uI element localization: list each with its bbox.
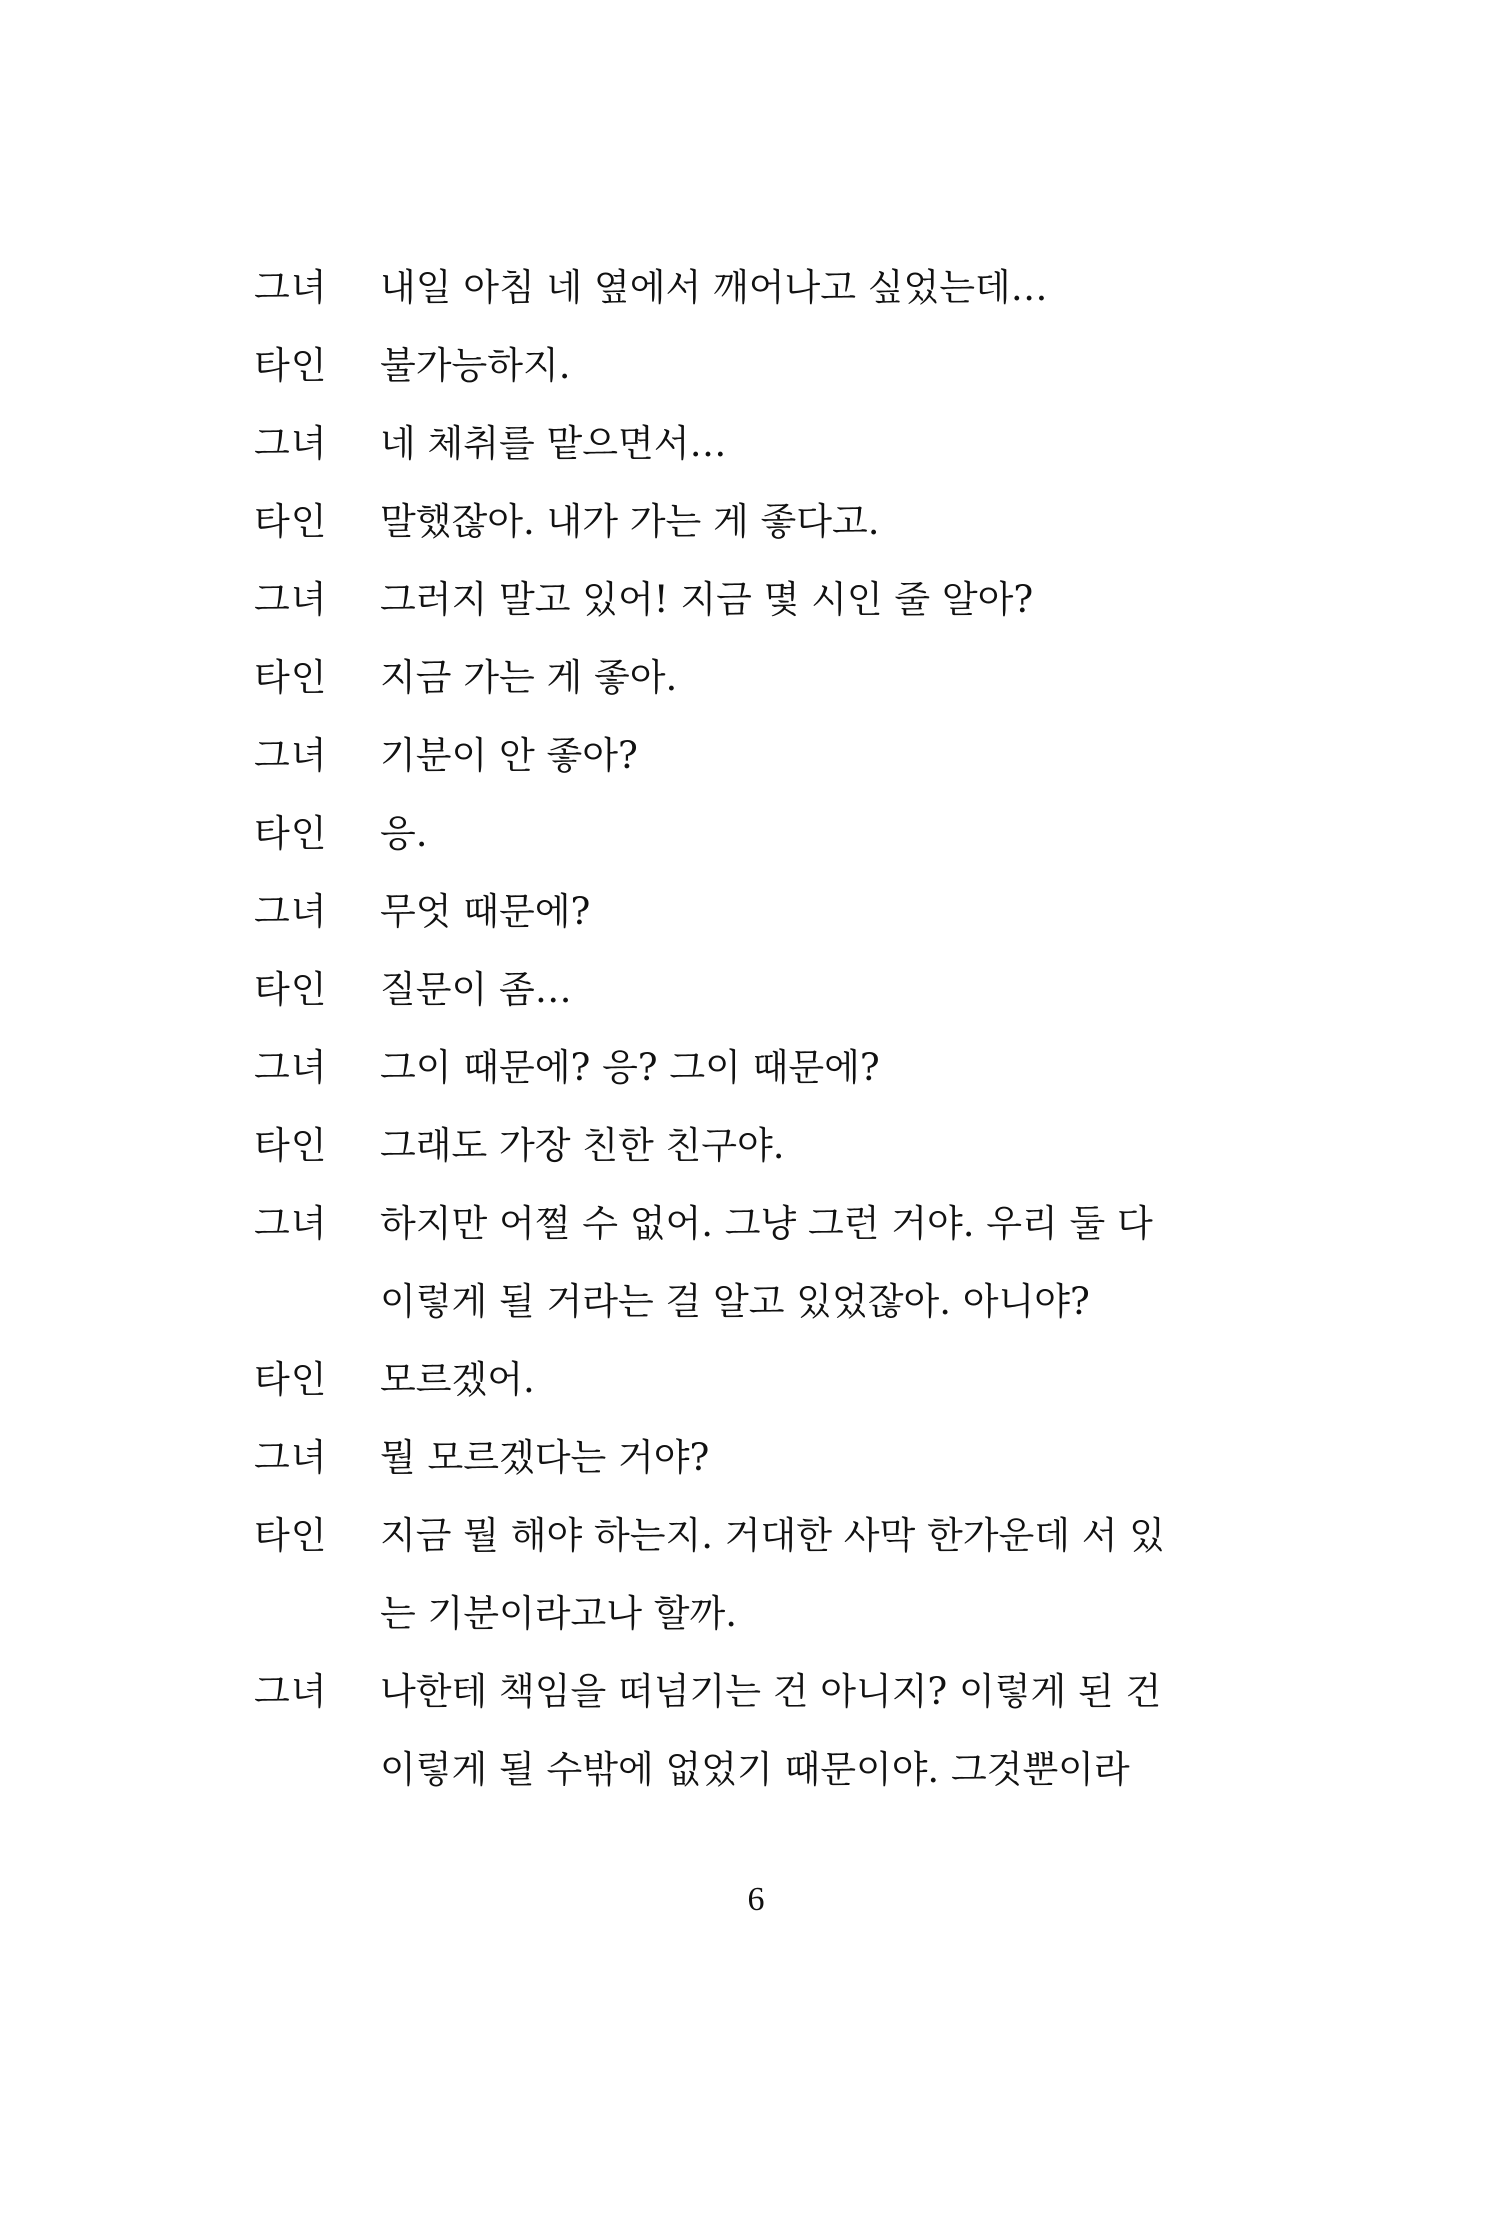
dialogue-entry [254,795,1214,873]
speech [380,1653,1161,1809]
speaker-name: 타인 [254,1514,328,1557]
speaker-name: 타인 [254,812,328,855]
speech [380,717,638,795]
page-number: 6 [747,1881,765,1918]
speech-line: 기분이 안 좋아? [380,734,638,777]
speech-line: 지금 뭘 해야 하는지. 거대한 사막 한가운데 서 있 [380,1514,1165,1557]
speaker-name: 그녀 [254,1202,328,1245]
speech-line: 모르겠어. [380,1358,535,1401]
dialogue-entry [254,951,1214,1029]
speech [380,327,570,405]
dialogue-entry [254,1029,1214,1107]
speech-line: 지금 가는 게 좋아. [380,656,678,699]
speaker-name: 그녀 [254,734,328,777]
dialogue-entry [254,561,1214,639]
speech-line: 이렇게 될 거라는 걸 알고 있었잖아. 아니야? [380,1280,1090,1323]
speaker-name: 타인 [254,1358,328,1401]
speech-line: 그래도 가장 친한 친구야. [380,1124,785,1167]
speech [380,1341,535,1419]
speech-line: 는 기분이라고나 할까. [380,1592,737,1635]
speech-line: 나한테 책임을 떠넘기는 건 아니지? 이렇게 된 건 [380,1670,1162,1713]
speech-line: 이렇게 될 수밖에 없었기 때문이야. 그것뿐이라 [380,1748,1130,1791]
speech-line: 네 체취를 맡으면서… [380,422,727,465]
speech-line: 무엇 때문에? [380,890,591,933]
speech-line: 응. [380,812,428,855]
speaker-name: 그녀 [254,1670,328,1713]
speaker-name: 타인 [254,500,328,543]
speech [380,1497,1165,1653]
speech [380,795,428,873]
dialogue-entry [254,1653,1214,1809]
speech [380,1419,709,1497]
speech [380,483,879,561]
dialogue-entry [254,873,1214,951]
dialogue-entry [254,327,1214,405]
dialogue-entry [254,405,1214,483]
speech [380,1107,784,1185]
speech-line: 하지만 어쩔 수 없어. 그냥 그런 거야. 우리 둘 다 [380,1202,1153,1245]
speaker-name: 타인 [254,1124,328,1167]
speaker-name: 그녀 [254,1046,328,1089]
speaker-name: 그녀 [254,1436,328,1479]
dialogue-entry [254,717,1214,795]
dialogue-entry [254,483,1214,561]
speech-line: 말했잖아. 내가 가는 게 좋다고. [380,500,880,543]
speech-line: 내일 아침 네 옆에서 깨어나고 싶었는데… [380,266,1048,309]
dialogue-entry [254,1497,1214,1653]
dialogue-entry [254,639,1214,717]
speech [380,561,1033,639]
speaker-name: 그녀 [254,890,328,933]
dialogue-entry [254,1107,1214,1185]
speaker-name: 타인 [254,344,328,387]
speech [380,1185,1153,1341]
speaker-name: 타인 [254,656,328,699]
speech-line: 그러지 말고 있어! 지금 몇 시인 줄 알아? [380,578,1034,621]
speech-line: 뭘 모르겠다는 거야? [380,1436,710,1479]
dialogue-entry [254,1185,1214,1341]
dialogue-entry [254,1341,1214,1419]
speech [380,1029,880,1107]
speech [380,405,726,483]
speech [380,249,1048,327]
dialogue-entry [254,1419,1214,1497]
speaker-name: 그녀 [254,422,328,465]
speaker-name: 그녀 [254,266,328,309]
speech-line: 질문이 좀… [380,968,572,1011]
speech [380,639,677,717]
dialogue-body [254,249,1214,1809]
speech [380,873,590,951]
speech-line: 불가능하지. [380,344,571,387]
dialogue-entry [254,249,1214,327]
speaker-name: 타인 [254,968,328,1011]
speech [380,951,572,1029]
speaker-name: 그녀 [254,578,328,621]
speech-line: 그이 때문에? 응? 그이 때문에? [380,1046,880,1089]
